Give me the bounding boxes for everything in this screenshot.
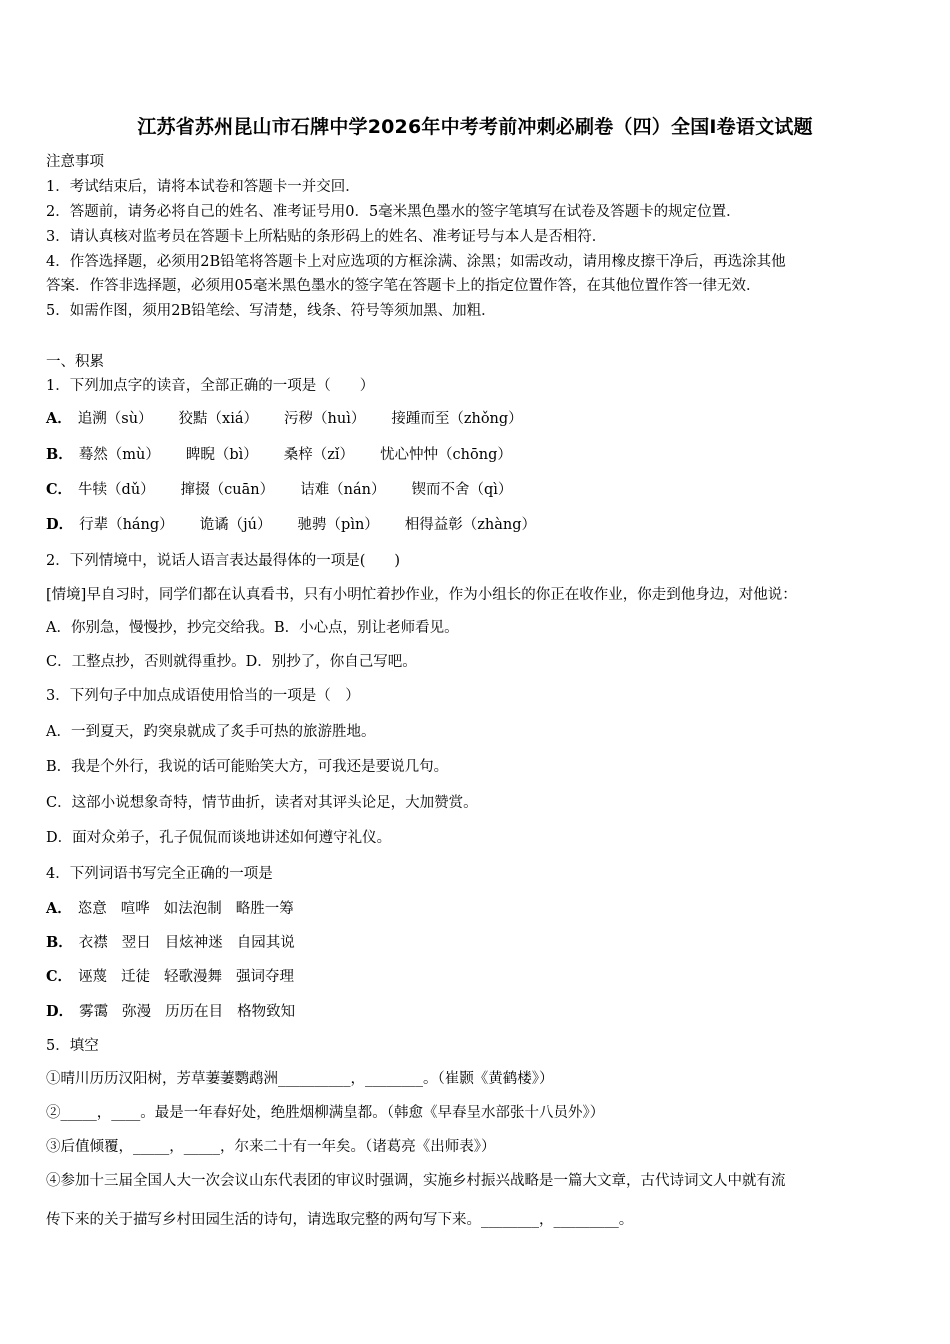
option-word: 翌日 xyxy=(121,935,151,951)
option-word: 牛犊（dǔ） xyxy=(78,482,155,498)
option-word: 迁徒 xyxy=(121,969,151,985)
option-word: 驰骋（pìn） xyxy=(297,517,379,533)
question-stem: 3．下列句子中加点成语使用恰当的一项是（ ） xyxy=(46,688,360,704)
option-word: 略胜一筹 xyxy=(235,901,294,917)
question-stem: 1．下列加点字的读音，全部正确的一项是（ ） xyxy=(46,378,375,394)
fill-blank-line: ②_____，____。最是一年春好处，绝胜烟柳满皇都。（韩愈《早春呈水部张十八员外》） xyxy=(46,1105,605,1121)
option-word: 恣意 xyxy=(77,901,107,917)
option-row xyxy=(46,409,549,429)
option-label: D． xyxy=(46,1003,74,1020)
notice-item: 4．作答选择题，必须用2B铅笔将答题卡上对应选项的方框涂满、涂黑；如需改动，请用橡皮擦干净后，再选涂其他 xyxy=(46,254,786,270)
fill-blank-line: 传下来的关于描写乡村田园生活的诗句，请选取完整的两句写下来。________，_________。 xyxy=(46,1212,634,1228)
question-stem: 5．填空 xyxy=(46,1038,99,1054)
option-row: A．你别急，慢慢抄，抄完交给我。B．小心点，别让老师看见。 xyxy=(46,620,459,636)
option-label: A． xyxy=(46,410,72,427)
fill-blank-line: ③后值倾覆，_____，_____，尔来二十有一年矣。（诸葛亮《出师表》） xyxy=(46,1139,496,1155)
option-word: 睥睨（bì） xyxy=(185,447,258,463)
option-word: 狡黠（xiá） xyxy=(178,411,259,427)
option-word: 雾霭 xyxy=(79,1004,109,1020)
option-word: 目炫神迷 xyxy=(164,935,223,951)
notice-item: 1．考试结束后，请将本试卷和答题卡一并交回． xyxy=(46,179,360,195)
option-row xyxy=(46,480,538,500)
option-row: B．我是个外行，我说的话可能贻笑大方，可我还是要说几句。 xyxy=(46,759,449,775)
question-context: [情境]早自习时，同学们都在认真看书，只有小明忙着抄作业，作为小组长的你正在收作业，你走到他身边，对他说： xyxy=(46,587,797,603)
option-word: 喧哗 xyxy=(120,901,150,917)
option-word: 诡谲（jú） xyxy=(199,517,272,533)
option-word: 相得益彰（zhàng） xyxy=(404,517,537,533)
option-word: 弥漫 xyxy=(122,1004,152,1020)
fill-blank-line: ①晴川历历汉阳树，芳草萋萋鹦鹉洲__________，________。（崔颢《黄鹤楼》） xyxy=(46,1071,554,1087)
option-row: C．这部小说想象奇特，情节曲折，读者对其评头论足，大加赞赏。 xyxy=(46,795,478,811)
option-word: 如法泡制 xyxy=(163,901,222,917)
option-row xyxy=(46,515,562,535)
option-word: 锲而不舍（qì） xyxy=(411,482,513,498)
notice-heading: 注意事项 xyxy=(46,154,104,170)
option-word: 自园其说 xyxy=(236,935,295,951)
option-word: 追溯（sù） xyxy=(77,411,153,427)
option-label: D． xyxy=(46,516,74,533)
option-label: B． xyxy=(46,934,73,951)
section-heading: 一、积累 xyxy=(46,354,104,370)
option-word: 衣襟 xyxy=(78,935,108,951)
option-word: 诬蔑 xyxy=(78,969,108,985)
option-row: D．面对众弟子，孔子侃侃而谈地讲述如何遵守礼仪。 xyxy=(46,830,392,846)
fill-blank-line: ④参加十三届全国人大一次会议山东代表团的审议时强调，实施乡村振兴战略是一篇大文章，古代诗词文人中就有流 xyxy=(46,1173,786,1189)
question-stem: 2．下列情境中，说话人语言表达最得体的一项是( ) xyxy=(46,553,401,569)
option-word: 忧心忡忡（chōng） xyxy=(380,447,512,463)
option-row: A．一到夏天，趵突泉就成了炙手可热的旅游胜地。 xyxy=(46,724,376,740)
option-word: 格物致知 xyxy=(237,1004,296,1020)
option-word: 桑梓（zǐ） xyxy=(283,447,355,463)
option-label: C． xyxy=(46,481,73,498)
notice-item: 答案．作答非选择题，必须用05毫米黑色墨水的签字笔在答题卡上的指定位置作答，在其他位置作答一律无效． xyxy=(46,278,761,294)
option-row xyxy=(46,933,321,953)
option-row xyxy=(46,1002,321,1022)
page-title: 江苏省苏州昆山市石牌中学2026年中考考前冲刺必刷卷（四）全国Ⅰ卷语文试题 xyxy=(137,116,813,138)
option-row xyxy=(46,445,538,465)
option-word: 强词夺理 xyxy=(236,969,295,985)
notice-item: 2．答题前，请务必将自己的姓名、准考证号用0．5毫米黑色墨水的签字笔填写在试卷及答题卡的规定位置． xyxy=(46,204,741,220)
notice-item: 5．如需作图，须用2B铅笔绘、写清楚，线条、符号等须加黑、加粗． xyxy=(46,303,496,319)
option-word: 行辈（háng） xyxy=(79,517,174,533)
option-label: B． xyxy=(46,446,73,463)
option-label: A． xyxy=(46,900,72,917)
option-label: C． xyxy=(46,968,73,985)
option-row xyxy=(46,967,320,987)
option-word: 轻歌漫舞 xyxy=(164,969,223,985)
option-word: 污秽（huì） xyxy=(284,411,366,427)
option-word: 历历在目 xyxy=(165,1004,224,1020)
option-word: 接踵而至（zhǒng） xyxy=(391,411,523,427)
option-row: C．工整点抄，否则就得重抄。D．别抄了，你自己写吧。 xyxy=(46,654,417,670)
option-word: 蓦然（mù） xyxy=(78,447,160,463)
notice-item: 3．请认真核对监考员在答题卡上所粘贴的条形码上的姓名、准考证号与本人是否相符． xyxy=(46,229,607,245)
question-stem: 4．下列词语书写完全正确的一项是 xyxy=(46,866,273,882)
option-word: 撺掇（cuān） xyxy=(180,482,275,498)
option-word: 诘难（nán） xyxy=(300,482,386,498)
option-row xyxy=(46,899,320,919)
